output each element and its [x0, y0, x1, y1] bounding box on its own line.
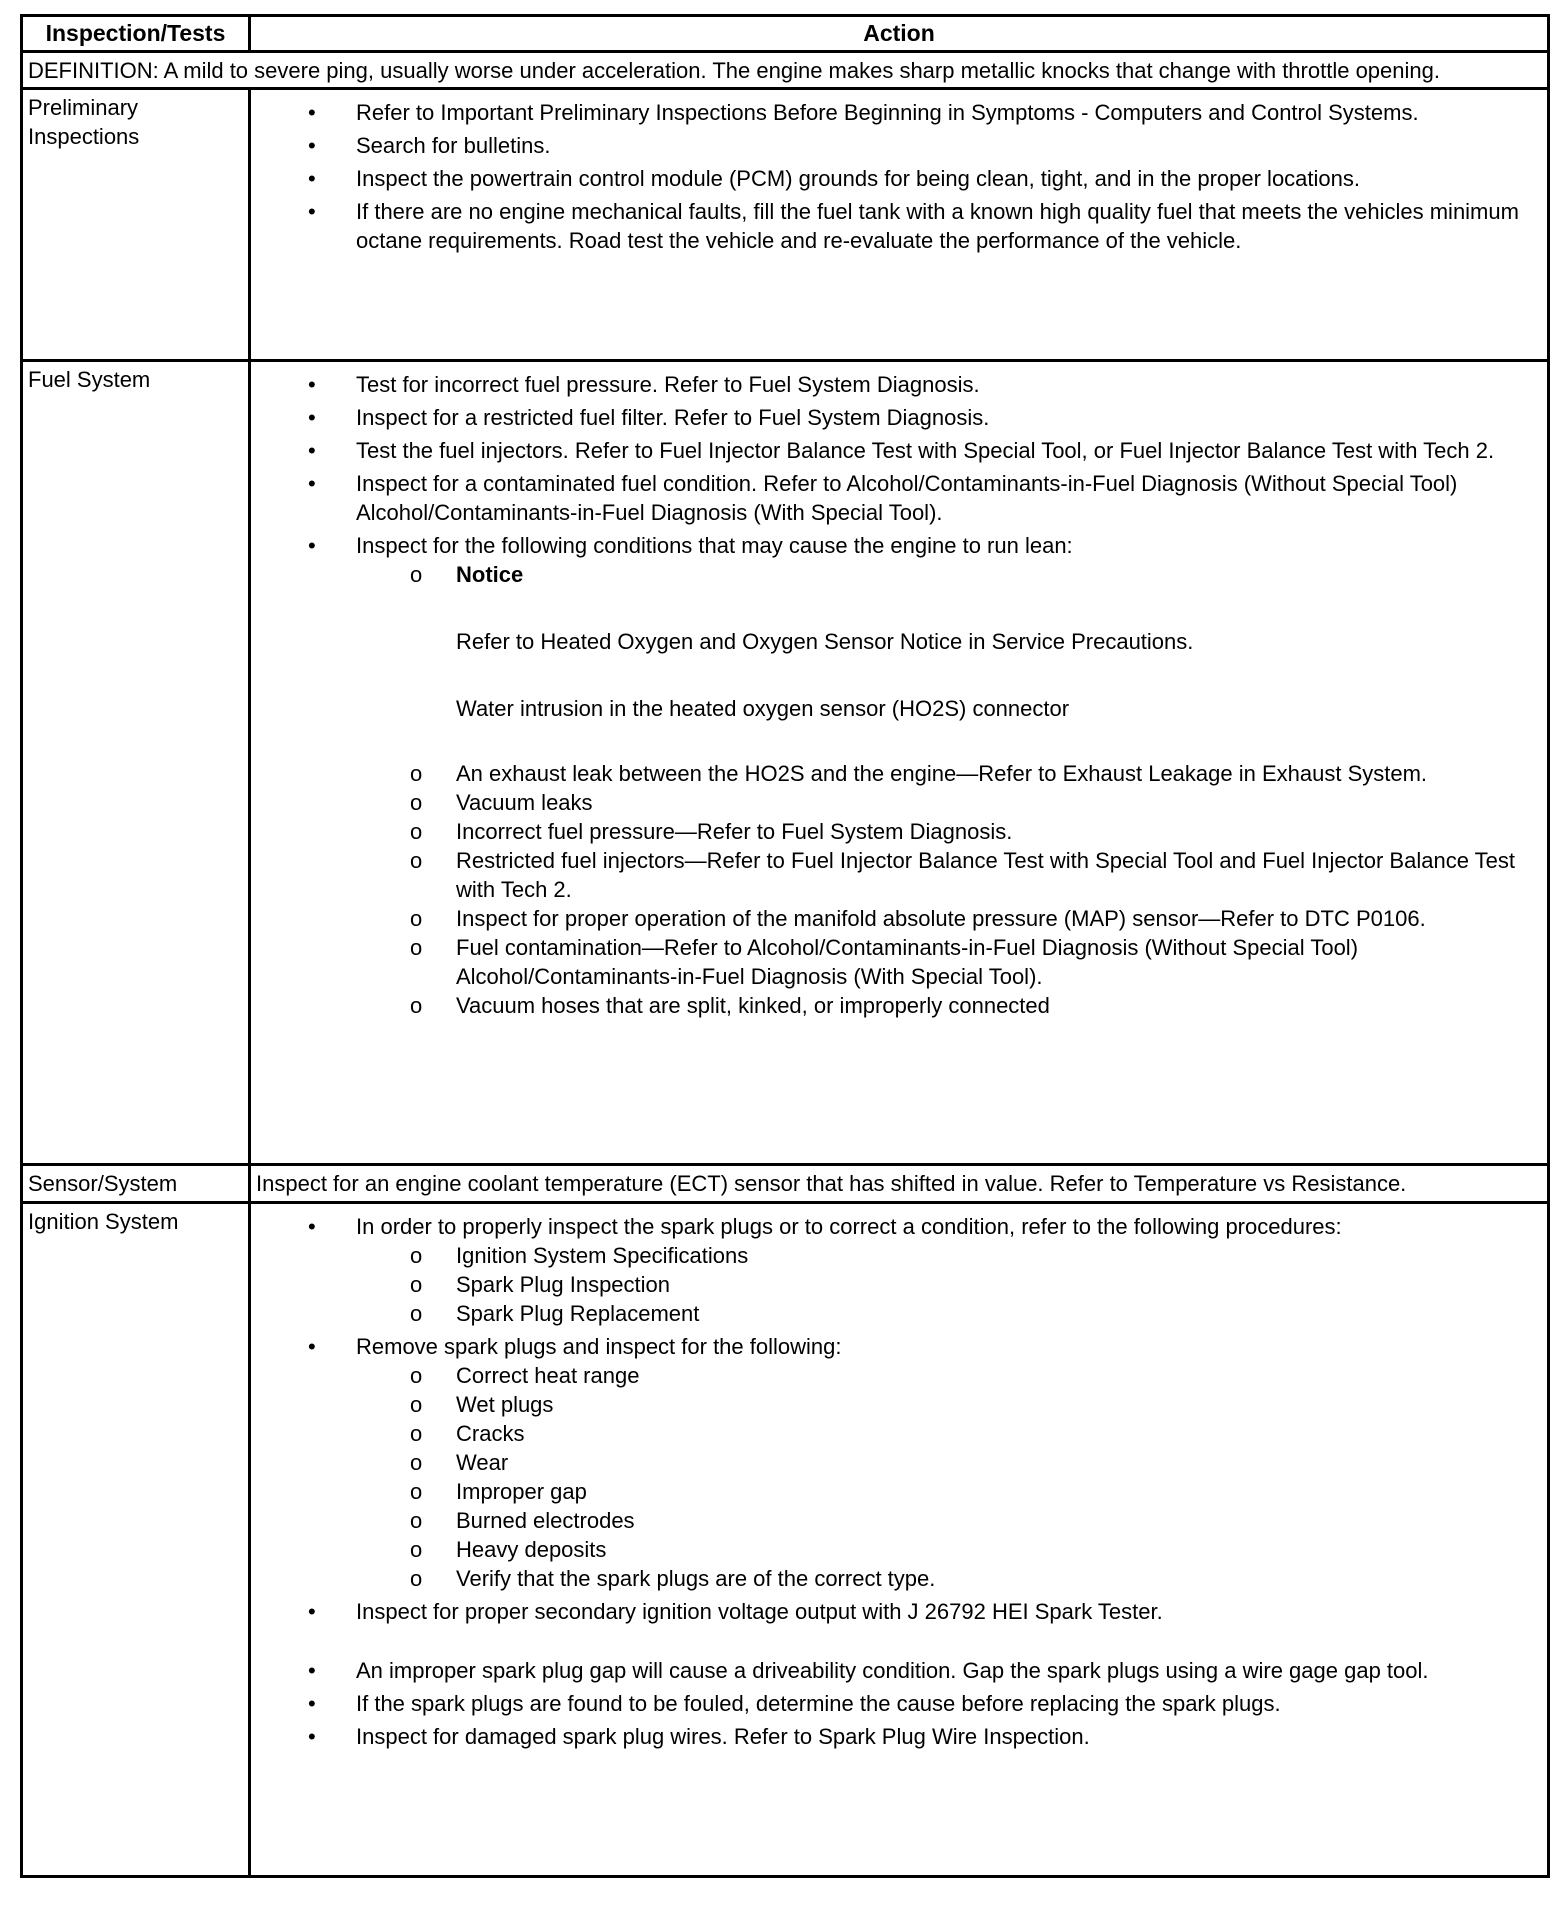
header-row [22, 16, 1549, 52]
fuel-list [256, 370, 1542, 1020]
list-item: • Inspect the powertrain control module (PCM) grounds for being clean, tight, and in the proper locations. [356, 164, 1542, 193]
plug-inspection-list [356, 1361, 1542, 1593]
sub-list-item: o Vacuum hoses that are split, kinked, or improperly connected [456, 991, 1542, 1020]
list-item: • Refer to Important Preliminary Inspections Before Beginning in Symptoms - Computers and Control Systems. [356, 98, 1542, 127]
definition-text: DEFINITION: A mild to severe ping, usually worse under acceleration. The engine makes sharp metallic knocks that change with throttle opening. [22, 52, 1549, 89]
sub-list-item: o Incorrect fuel pressure—Refer to Fuel System Diagnosis. [456, 817, 1542, 846]
sub-list-item: o Wear [456, 1448, 1542, 1477]
header-action: Action [250, 16, 1549, 52]
procedures-list [356, 1241, 1542, 1328]
list-item: • Test for incorrect fuel pressure. Refer to Fuel System Diagnosis. [356, 370, 1542, 399]
list-item: • If the spark plugs are found to be fouled, determine the cause before replacing the spark plugs. [356, 1689, 1542, 1718]
diagnostic-table [20, 14, 1550, 1878]
list-item: • Inspect for proper secondary ignition voltage output with J 26792 HEI Spark Tester. [356, 1597, 1542, 1626]
sub-list-item: o Spark Plug Inspection [456, 1270, 1542, 1299]
fuel-row [22, 361, 1549, 1165]
fuel-actions [250, 361, 1549, 1165]
list-item: • Search for bulletins. [356, 131, 1542, 160]
list-item [356, 1212, 1542, 1328]
sub-list-item: o Improper gap [456, 1477, 1542, 1506]
list-item: • Inspect for damaged spark plug wires. Refer to Spark Plug Wire Inspection. [356, 1722, 1542, 1751]
sub-list-item: o An exhaust leak between the HO2S and the engine—Refer to Exhaust Leakage in Exhaust System. [456, 759, 1542, 788]
list-item: • Test the fuel injectors. Refer to Fuel Injector Balance Test with Special Tool, or Fuel Injector Balance Test with Tech 2. [356, 436, 1542, 465]
ignition-row [22, 1203, 1549, 1877]
sub-list-item: o Spark Plug Replacement [456, 1299, 1542, 1328]
preliminary-row [22, 89, 1549, 361]
sensor-row [22, 1165, 1549, 1203]
procedures-text: In order to properly inspect the spark plugs or to correct a condition, refer to the following procedures: [356, 1214, 1342, 1239]
header-inspection-tests: Inspection/Tests [22, 16, 250, 52]
preliminary-actions [250, 89, 1549, 361]
definition-row [22, 52, 1549, 89]
sensor-label: Sensor/System [22, 1165, 250, 1203]
list-item [356, 1332, 1542, 1593]
lean-conditions-text: Inspect for the following conditions that may cause the engine to run lean: [356, 533, 1073, 558]
sub-list-item: o Heavy deposits [456, 1535, 1542, 1564]
ignition-label: Ignition System [22, 1203, 250, 1877]
sub-list-item: o Wet plugs [456, 1390, 1542, 1419]
sub-list-item: o Restricted fuel injectors—Refer to Fuel Injector Balance Test with Special Tool and Fuel Injector Balance Test with Tech 2. [456, 846, 1542, 904]
sub-list-item: o Inspect for proper operation of the manifold absolute pressure (MAP) sensor—Refer to DTC P0106. [456, 904, 1542, 933]
preliminary-list [256, 98, 1542, 255]
ignition-list [256, 1212, 1542, 1751]
sub-list-item: o Fuel contamination—Refer to Alcohol/Contaminants-in-Fuel Diagnosis (Without Special Tool) Alcohol/Contaminants-in-Fuel Diagnosis (With Special Tool). [456, 933, 1542, 991]
list-item: • If there are no engine mechanical faults, fill the fuel tank with a known high quality fuel that meets the vehicles minimum octane requirements. Road test the vehicle and re-evaluate the performance of the vehicle. [356, 197, 1542, 255]
list-item: • Inspect for a contaminated fuel condition. Refer to Alcohol/Contaminants-in-Fuel Diagnosis (Without Special Tool) Alcohol/Contaminants-in-Fuel Diagnosis (With Special Tool). [356, 469, 1542, 527]
sub-list-item: o Cracks [456, 1419, 1542, 1448]
preliminary-label: Preliminary Inspections [22, 89, 250, 361]
sub-list-item: o Ignition System Specifications [456, 1241, 1542, 1270]
list-item: • An improper spark plug gap will cause a driveability condition. Gap the spark plugs using a wire gage gap tool. [356, 1656, 1542, 1685]
sub-list-item: o Verify that the spark plugs are of the correct type. [456, 1564, 1542, 1593]
notice-item [456, 560, 1542, 723]
sub-list-item: o Vacuum leaks [456, 788, 1542, 817]
notice-title: o Notice [456, 562, 524, 587]
ignition-actions [250, 1203, 1549, 1877]
sensor-text: Inspect for an engine coolant temperature (ECT) sensor that has shifted in value. Refer to Temperature vs Resistance. [250, 1165, 1549, 1203]
notice-text: Refer to Heated Oxygen and Oxygen Sensor Notice in Service Precautions. [456, 629, 1194, 654]
lean-conditions-list [356, 560, 1542, 1020]
sub-list-item: o Correct heat range [456, 1361, 1542, 1390]
list-item [356, 531, 1542, 1020]
fuel-label: Fuel System [22, 361, 250, 1165]
remove-plugs-text: Remove spark plugs and inspect for the following: [356, 1334, 842, 1359]
notice-text-water-intrusion: Water intrusion in the heated oxygen sensor (HO2S) connector [456, 696, 1070, 721]
list-item: • Inspect for a restricted fuel filter. Refer to Fuel System Diagnosis. [356, 403, 1542, 432]
sub-list-item: o Burned electrodes [456, 1506, 1542, 1535]
